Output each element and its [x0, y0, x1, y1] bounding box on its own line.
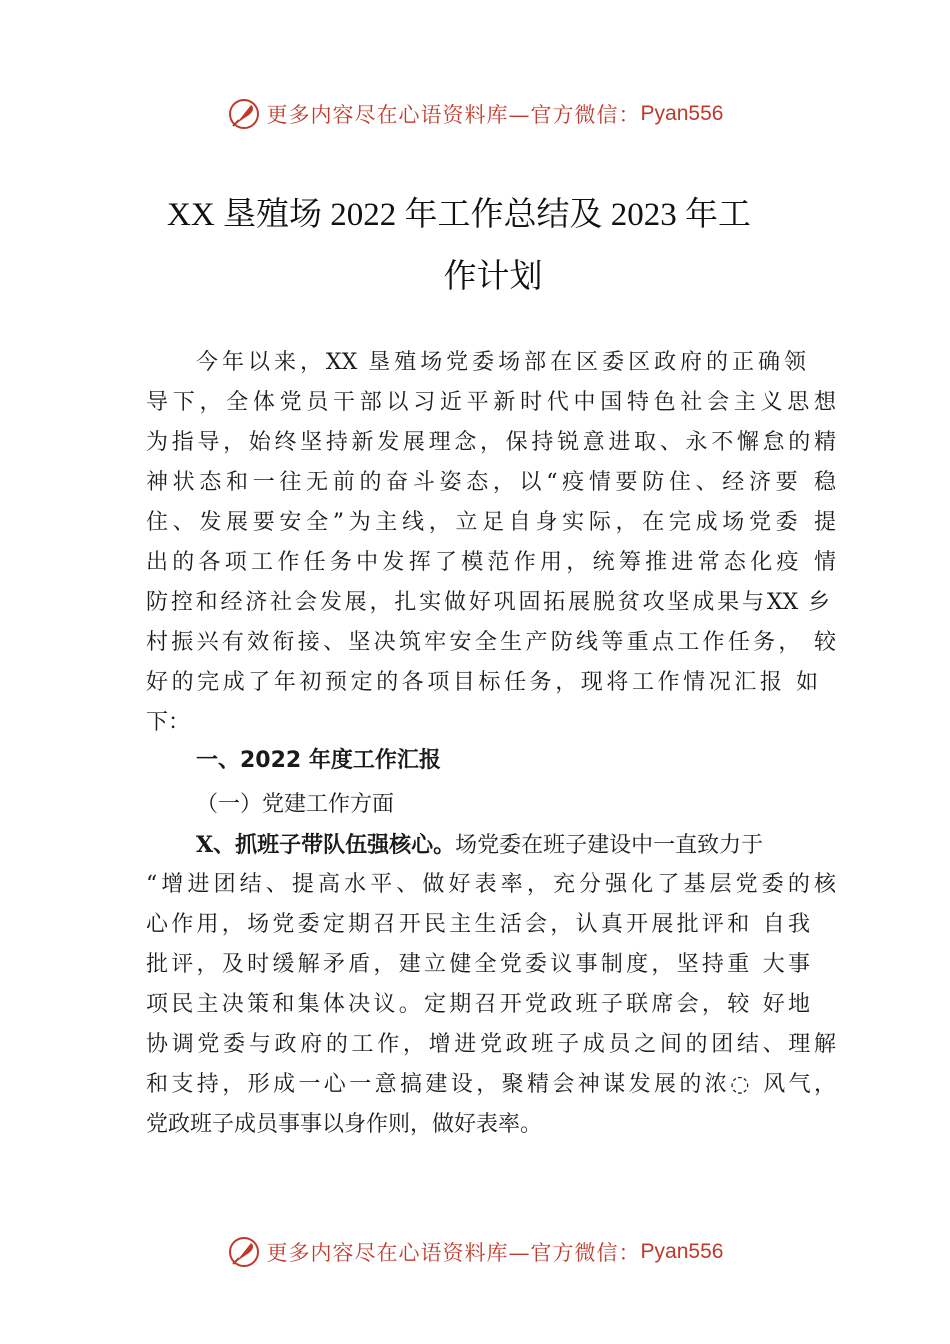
- paragraph-line: 党政班子成员事事以身作则，做好表率。: [146, 1112, 543, 1137]
- subsection-heading: （一）党建工作方面: [196, 792, 395, 817]
- watermark-header: [0, 96, 950, 132]
- paragraph-line: 导下，全体党员干部以习近平新时代中国特色社会主义思想: [146, 390, 836, 415]
- paragraph-line: 为指导，始终坚持新发展理念，保持锐意进取、永不懈怠的精: [146, 430, 836, 455]
- paragraph-line: 村振兴有效衔接、坚决筑牢安全生产防线等重点工作任务， 较: [146, 630, 836, 655]
- feather-pen-logo-icon: [227, 97, 261, 131]
- watermark-text: 更多内容尽在心语资料库—官方微信：: [266, 1241, 641, 1265]
- feather-pen-logo-icon: [227, 1235, 261, 1269]
- section-heading: 一、2022 年度工作汇报: [196, 748, 441, 773]
- paragraph-line: “增进团结、提高水平、做好表率，充分强化了基层党委的核: [146, 872, 836, 897]
- paragraph-line: 今年以来，XX 垦殖场党委场部在区委区政府的正确领: [196, 350, 806, 375]
- watermark-text: 更多内容尽在心语资料库—官方微信：: [266, 103, 641, 127]
- watermark-footer: [0, 1234, 950, 1270]
- paragraph-line: 防控和经济社会发展，扎实做好巩固拓展脱贫攻坚成果与XX 乡: [146, 590, 830, 615]
- document-title-line-2: 作计划: [443, 259, 543, 295]
- document-title-line-1: XX 垦殖场 2022 年工作总结及 2023 年工: [167, 197, 751, 233]
- paragraph-lead-heading: X、抓班子带队伍强核心。: [196, 832, 456, 858]
- paragraph-line: 住、发展要安全”为主线，立足自身实际，在完成场党委 提: [146, 510, 836, 535]
- paragraph-line: 好的完成了年初预定的各项目标任务，现将工作情况汇报 如: [146, 670, 818, 695]
- paragraph-line: 心作用，场党委定期召开民主生活会，认真开展批评和 自我: [146, 912, 810, 937]
- paragraph-line: 出的各项工作任务中发挥了模范作用，统筹推进常态化疫 情: [146, 550, 836, 575]
- paragraph-line: 批评，及时缓解矛盾，建立健全党委议事制度，坚持重 大事: [146, 952, 810, 977]
- paragraph-lead-text: 场党委在班子建设中一直致力于: [455, 833, 764, 858]
- paragraph-line: 项民主决策和集体决议。定期召开党政班子联席会，较 好地: [146, 992, 810, 1017]
- watermark-wechat-id: Pyan556: [640, 102, 724, 125]
- paragraph-line: 下：: [146, 710, 191, 735]
- paragraph-line: 协调党委与政府的工作，增进党政班子成员之间的团结、理解: [146, 1032, 836, 1057]
- paragraph-line: 和支持，形成一心一意搞建设，聚精会神谋发展的浓◌ 风气，: [146, 1072, 836, 1097]
- watermark-wechat-id: Pyan556: [640, 1240, 724, 1263]
- paragraph-line: 神状态和一往无前的奋斗姿态，以“疫情要防住、经济要 稳: [146, 470, 836, 495]
- paragraph-first-line: [196, 830, 836, 861]
